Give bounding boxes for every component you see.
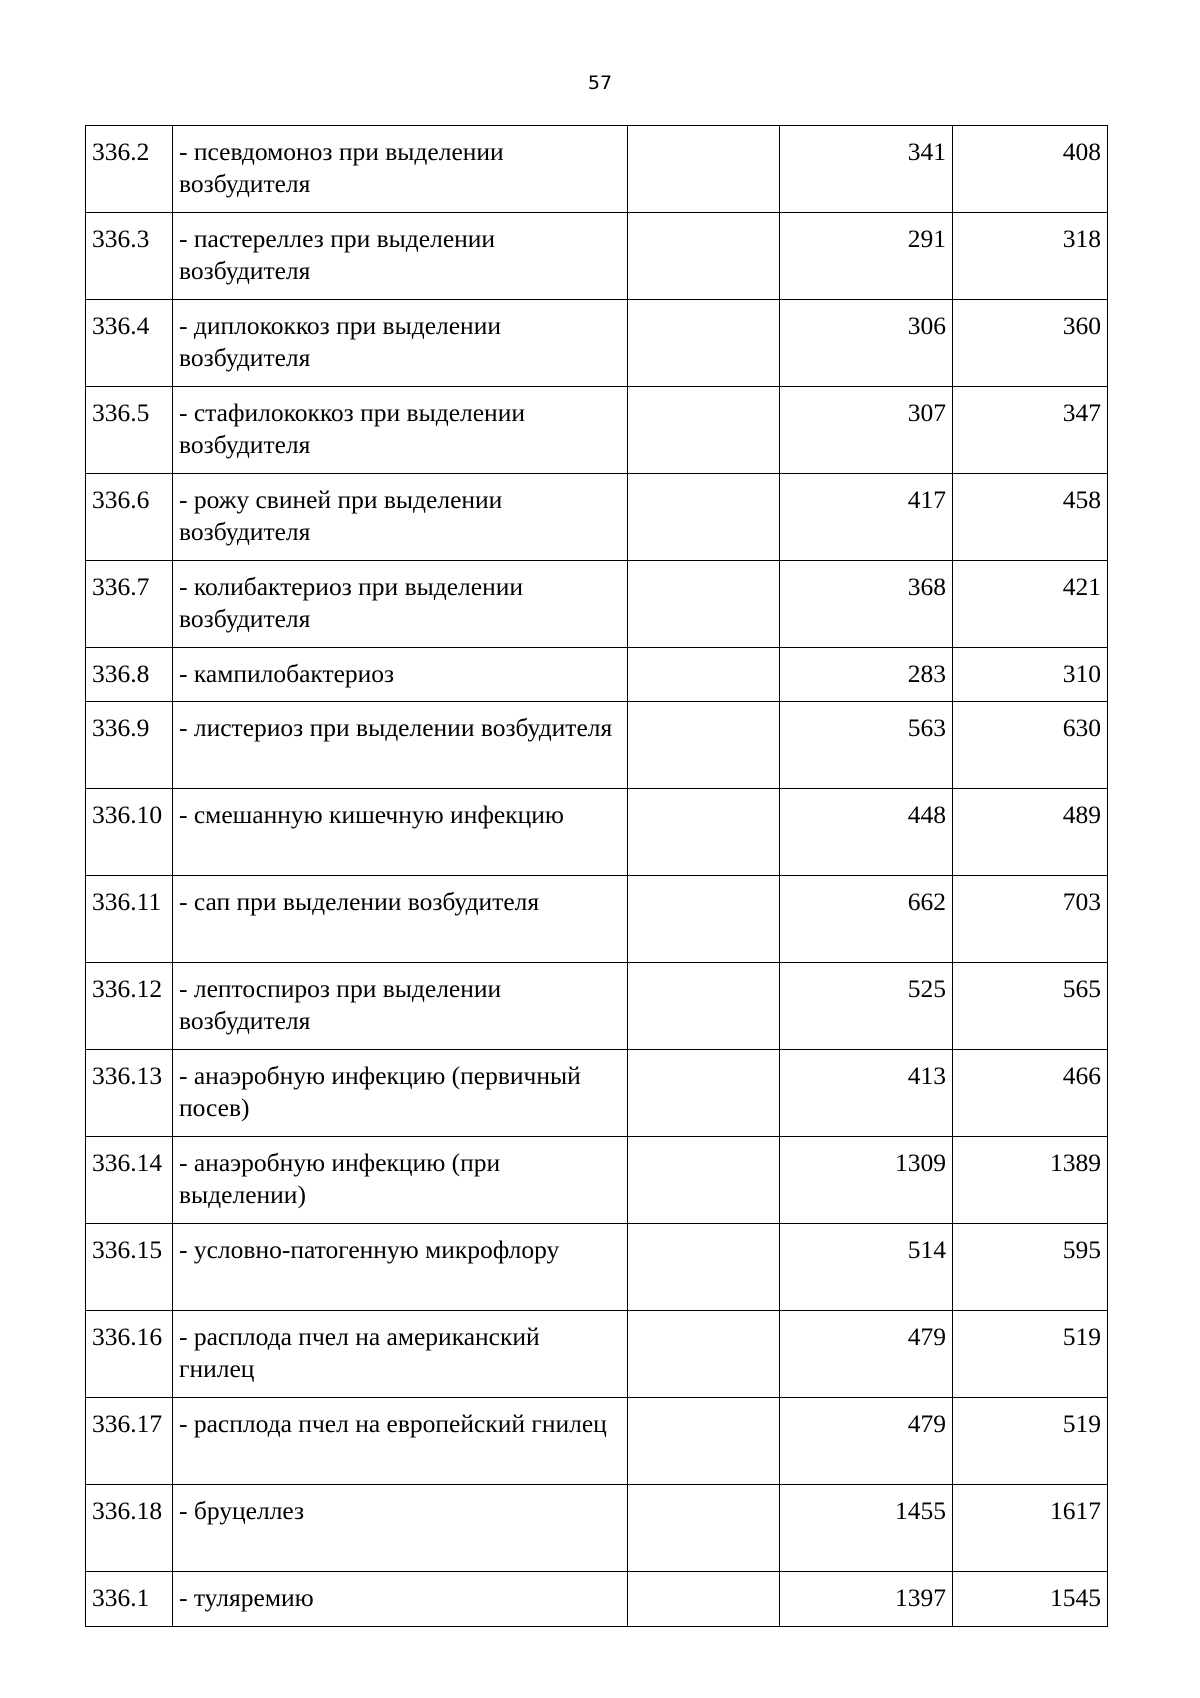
service-name-cell: - стафилококкоз при выделении возбудителя [173, 387, 628, 474]
service-name-cell: - туляремию [173, 1572, 628, 1627]
empty-column-cell [628, 387, 780, 474]
table-row [86, 1137, 1108, 1224]
price-cell-2: 489 [953, 789, 1108, 876]
service-name-cell: - расплода пчел на европейский гнилец [173, 1398, 628, 1485]
code-cell: 336.11 [86, 876, 173, 963]
empty-column-cell [628, 648, 780, 702]
code-cell: 336.12 [86, 963, 173, 1050]
service-name-cell: - расплода пчел на американский гнилец [173, 1311, 628, 1398]
table-row [86, 963, 1108, 1050]
price-cell-2: 703 [953, 876, 1108, 963]
page-number: 57 [587, 72, 613, 94]
empty-column-cell [628, 213, 780, 300]
price-cell-1: 479 [780, 1398, 953, 1485]
price-cell-1: 307 [780, 387, 953, 474]
code-cell: 336.3 [86, 213, 173, 300]
price-cell-1: 283 [780, 648, 953, 702]
code-cell: 336.10 [86, 789, 173, 876]
table-row [86, 474, 1108, 561]
code-cell: 336.16 [86, 1311, 173, 1398]
price-cell-1: 525 [780, 963, 953, 1050]
price-table-body [86, 126, 1108, 1627]
table-row [86, 648, 1108, 702]
service-name-cell: - сап при выделении возбудителя [173, 876, 628, 963]
empty-column-cell [628, 702, 780, 789]
price-cell-2: 519 [953, 1398, 1108, 1485]
empty-column-cell [628, 876, 780, 963]
empty-column-cell [628, 474, 780, 561]
empty-column-cell [628, 1050, 780, 1137]
service-name-cell: - анаэробную инфекцию (при выделении) [173, 1137, 628, 1224]
price-cell-2: 421 [953, 561, 1108, 648]
price-cell-2: 565 [953, 963, 1108, 1050]
empty-column-cell [628, 963, 780, 1050]
code-cell: 336.14 [86, 1137, 173, 1224]
price-cell-2: 360 [953, 300, 1108, 387]
price-cell-1: 417 [780, 474, 953, 561]
price-cell-1: 341 [780, 126, 953, 213]
table-row [86, 1485, 1108, 1572]
code-cell: 336.18 [86, 1485, 173, 1572]
price-cell-2: 408 [953, 126, 1108, 213]
price-cell-2: 519 [953, 1311, 1108, 1398]
service-name-cell: - листериоз при выделении возбудителя [173, 702, 628, 789]
service-name-cell: - кампилобактериоз [173, 648, 628, 702]
price-cell-1: 563 [780, 702, 953, 789]
price-cell-1: 413 [780, 1050, 953, 1137]
service-name-cell: - рожу свиней при выделении возбудителя [173, 474, 628, 561]
price-cell-2: 630 [953, 702, 1108, 789]
code-cell: 336.9 [86, 702, 173, 789]
service-name-cell: - диплококкоз при выделении возбудителя [173, 300, 628, 387]
service-name-cell: - бруцеллез [173, 1485, 628, 1572]
empty-column-cell [628, 1398, 780, 1485]
table-row [86, 126, 1108, 213]
code-cell: 336.1 [86, 1572, 173, 1627]
service-name-cell: - псевдомоноз при выделении возбудителя [173, 126, 628, 213]
price-table [85, 125, 1108, 1627]
service-name-cell: - смешанную кишечную инфекцию [173, 789, 628, 876]
code-cell: 336.17 [86, 1398, 173, 1485]
price-cell-1: 291 [780, 213, 953, 300]
table-row [86, 876, 1108, 963]
code-cell: 336.15 [86, 1224, 173, 1311]
code-cell: 336.7 [86, 561, 173, 648]
empty-column-cell [628, 1137, 780, 1224]
price-cell-1: 514 [780, 1224, 953, 1311]
price-cell-1: 1455 [780, 1485, 953, 1572]
empty-column-cell [628, 1224, 780, 1311]
table-row [86, 1224, 1108, 1311]
code-cell: 336.6 [86, 474, 173, 561]
service-name-cell: - лептоспироз при выделении возбудителя [173, 963, 628, 1050]
price-cell-1: 1309 [780, 1137, 953, 1224]
empty-column-cell [628, 126, 780, 213]
price-cell-1: 448 [780, 789, 953, 876]
table-row [86, 1572, 1108, 1627]
table-row [86, 387, 1108, 474]
service-name-cell: - условно-патогенную микрофлору [173, 1224, 628, 1311]
price-cell-2: 458 [953, 474, 1108, 561]
table-row [86, 213, 1108, 300]
price-cell-2: 318 [953, 213, 1108, 300]
table-row [86, 1398, 1108, 1485]
code-cell: 336.2 [86, 126, 173, 213]
price-cell-2: 310 [953, 648, 1108, 702]
table-row [86, 789, 1108, 876]
service-name-cell: - анаэробную инфекцию (первичный посев) [173, 1050, 628, 1137]
code-cell: 336.8 [86, 648, 173, 702]
price-cell-1: 662 [780, 876, 953, 963]
empty-column-cell [628, 789, 780, 876]
price-cell-2: 347 [953, 387, 1108, 474]
table-row [86, 1311, 1108, 1398]
price-cell-2: 1617 [953, 1485, 1108, 1572]
table-row [86, 702, 1108, 789]
empty-column-cell [628, 561, 780, 648]
code-cell: 336.4 [86, 300, 173, 387]
service-name-cell: - колибактериоз при выделении возбудителя [173, 561, 628, 648]
empty-column-cell [628, 300, 780, 387]
empty-column-cell [628, 1311, 780, 1398]
price-cell-2: 466 [953, 1050, 1108, 1137]
price-cell-1: 368 [780, 561, 953, 648]
empty-column-cell [628, 1572, 780, 1627]
price-cell-1: 1397 [780, 1572, 953, 1627]
service-name-cell: - пастереллез при выделении возбудителя [173, 213, 628, 300]
price-cell-2: 1389 [953, 1137, 1108, 1224]
code-cell: 336.13 [86, 1050, 173, 1137]
table-row [86, 561, 1108, 648]
empty-column-cell [628, 1485, 780, 1572]
price-cell-1: 479 [780, 1311, 953, 1398]
price-cell-1: 306 [780, 300, 953, 387]
table-row [86, 300, 1108, 387]
table-row [86, 1050, 1108, 1137]
price-cell-2: 1545 [953, 1572, 1108, 1627]
code-cell: 336.5 [86, 387, 173, 474]
price-cell-2: 595 [953, 1224, 1108, 1311]
